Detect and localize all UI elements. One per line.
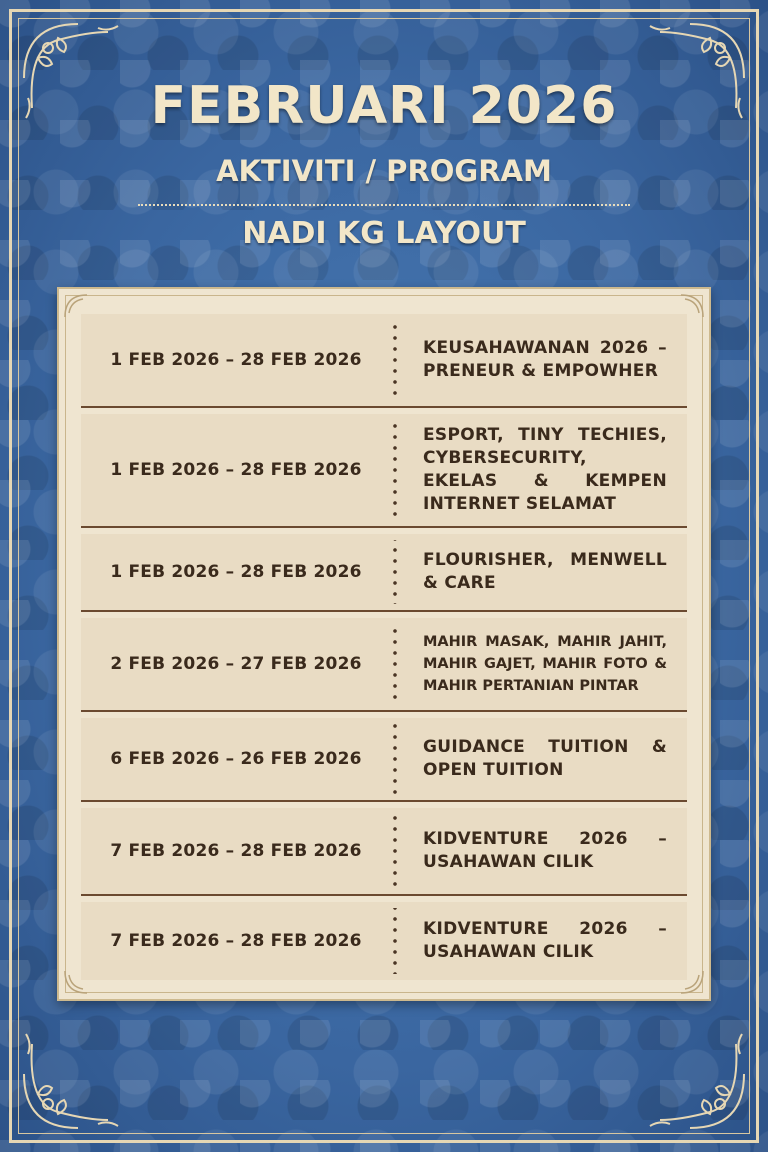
dotted-divider xyxy=(138,204,630,206)
schedule-row xyxy=(81,414,687,528)
page-subtitle: AKTIVITI / PROGRAM xyxy=(216,154,552,188)
location-title: NADI KG LAYOUT xyxy=(242,216,526,251)
dotted-separator xyxy=(391,724,399,794)
row-program: KIDVENTURE 2026 – USAHAWAN CILIK xyxy=(423,829,667,872)
dotted-separator xyxy=(391,420,399,520)
row-date: 2 FEB 2026 – 27 FEB 2026 xyxy=(110,654,362,674)
row-program: GUIDANCE TUITION & OPEN TUITION xyxy=(423,737,667,780)
schedule-row xyxy=(81,314,687,408)
schedule-row xyxy=(81,534,687,612)
row-date: 7 FEB 2026 – 28 FEB 2026 xyxy=(110,931,362,951)
corner-flourish-icon xyxy=(18,1024,128,1134)
schedule-panel xyxy=(57,287,711,1001)
row-program: FLOURISHER, MENWELL & CARE xyxy=(423,550,667,593)
schedule-row xyxy=(81,902,687,980)
row-date: 1 FEB 2026 – 28 FEB 2026 xyxy=(110,562,362,582)
schedule-row xyxy=(81,808,687,896)
row-date: 7 FEB 2026 – 28 FEB 2026 xyxy=(110,841,362,861)
row-date: 1 FEB 2026 – 28 FEB 2026 xyxy=(110,460,362,480)
dotted-separator xyxy=(391,540,399,604)
row-date: 6 FEB 2026 – 26 FEB 2026 xyxy=(110,749,362,769)
row-program: KIDVENTURE 2026 – USAHAWAN CILIK xyxy=(423,919,667,962)
schedule-row xyxy=(81,718,687,802)
row-date: 1 FEB 2026 – 28 FEB 2026 xyxy=(110,350,362,370)
dotted-separator xyxy=(391,814,399,888)
dotted-separator xyxy=(391,908,399,974)
dotted-separator xyxy=(391,624,399,704)
row-program: ESPORT, TINY TECHIES, CYBERSECURITY, EKELAS & KEMPEN INTERNET SELAMAT xyxy=(423,425,667,514)
row-program: KEUSAHAWANAN 2026 –PRENEUR & EMPOWHER xyxy=(423,338,667,381)
dotted-separator xyxy=(391,320,399,400)
corner-flourish-icon xyxy=(640,1024,750,1134)
schedule-row xyxy=(81,618,687,712)
page-title: FEBRUARI 2026 xyxy=(150,76,618,136)
row-program: MAHIR MASAK, MAHIR JAHIT, MAHIR GAJET, MAHIR FOTO & MAHIR PERTANIAN PINTAR xyxy=(423,634,667,694)
